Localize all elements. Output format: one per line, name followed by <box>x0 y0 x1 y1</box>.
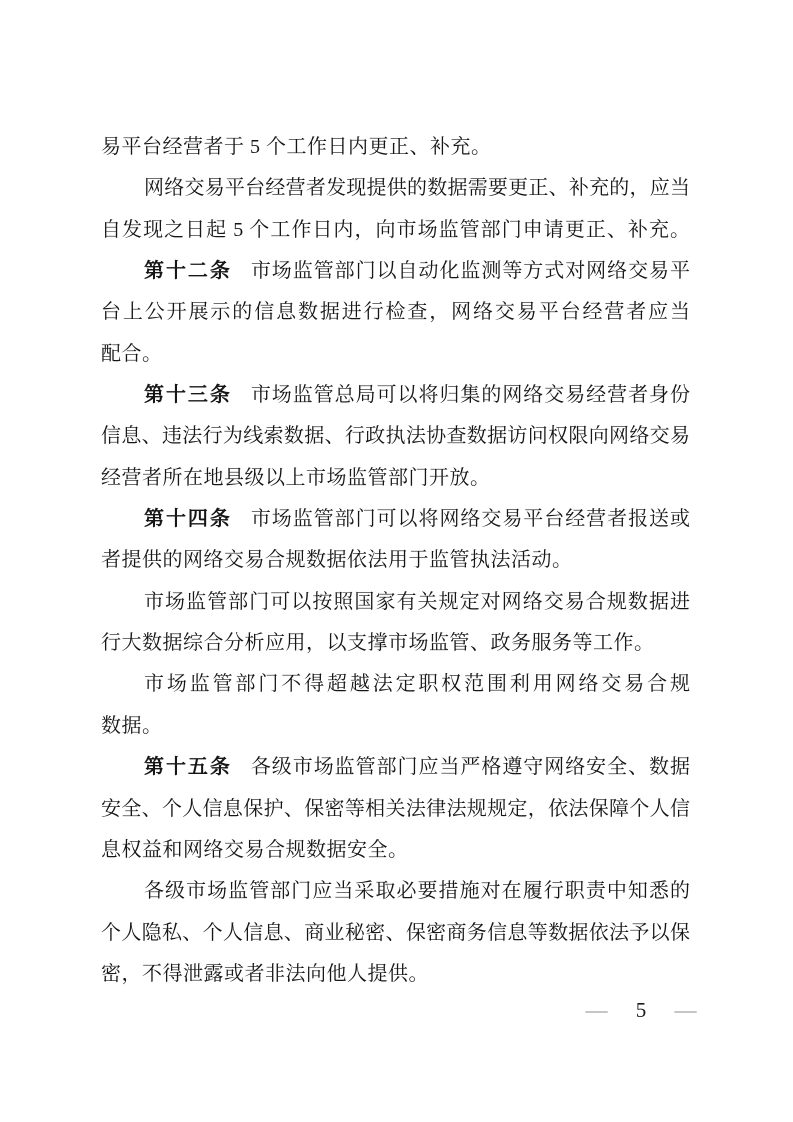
line-text: 市场监管部门以自动化监测等方式对网络交易平 <box>250 260 691 283</box>
article-number: 第十五条 <box>144 756 232 779</box>
line-text: 台上公开展示的信息数据进行检查，网络交易平台经营者应当 <box>101 301 690 324</box>
line-text: 市场监管部门不得超越法定职权范围利用网络交易合规 <box>144 673 690 696</box>
text-line <box>101 789 690 830</box>
text-line <box>101 292 690 333</box>
document-body <box>101 127 690 995</box>
line-text: 安全、个人信息保护、保密等相关法律法规规定，依法保障个人信 <box>101 797 690 820</box>
text-line <box>101 913 690 954</box>
article-number: 第十三条 <box>144 384 232 407</box>
text-line <box>101 334 690 375</box>
line-text: 息权益和网络交易合规数据安全。 <box>101 838 409 861</box>
line-text: 市场监管部门可以将网络交易平台经营者报送或 <box>250 508 691 531</box>
line-text: 网络交易平台经营者发现提供的数据需要更正、补充的，应当 <box>144 177 690 200</box>
line-text: 信息、违法行为线索数据、行政执法协查数据访问权限向网络交易 <box>101 425 690 448</box>
text-line <box>101 458 690 499</box>
text-line <box>101 830 690 871</box>
text-line <box>101 664 690 705</box>
line-text: 数据。 <box>101 714 163 737</box>
line-text: 密，不得泄露或者非法向他人提供。 <box>101 962 429 985</box>
text-line <box>101 706 690 747</box>
footer-dash-left: — <box>585 998 608 1022</box>
text-line <box>101 251 690 292</box>
text-line <box>101 375 690 416</box>
line-text: 个人隐私、个人信息、商业秘密、保密商务信息等数据依法予以保 <box>101 921 690 944</box>
text-line <box>101 954 690 995</box>
text-line <box>101 416 690 457</box>
line-text: 市场监管部门可以按照国家有关规定对网络交易合规数据进 <box>144 590 690 613</box>
article-number: 第十二条 <box>144 260 232 283</box>
text-line <box>101 127 690 168</box>
text-line <box>101 871 690 912</box>
line-text: 各级市场监管部门应当严格遵守网络安全、数据 <box>250 756 691 779</box>
page-number: 5 <box>635 998 647 1022</box>
line-text: 行大数据综合分析应用，以支撑市场监管、政务服务等工作。 <box>101 632 655 655</box>
line-text: 自发现之日起 5 个工作日内，向市场监管部门申请更正、补充。 <box>101 218 690 241</box>
text-line <box>101 210 690 251</box>
line-text: 经营者所在地县级以上市场监管部门开放。 <box>101 466 491 489</box>
text-line <box>101 623 690 664</box>
text-line <box>101 747 690 788</box>
text-line <box>101 582 690 623</box>
line-text: 各级市场监管部门应当采取必要措施对在履行职责中知悉的 <box>144 880 690 903</box>
text-line <box>101 168 690 209</box>
line-text: 配合。 <box>101 342 163 365</box>
footer-dash-right: — <box>674 998 697 1022</box>
page-footer <box>586 997 696 1023</box>
line-text: 市场监管总局可以将归集的网络交易经营者身份 <box>250 384 691 407</box>
text-line <box>101 540 690 581</box>
article-number: 第十四条 <box>144 508 232 531</box>
line-text: 易平台经营者于 5 个工作日内更正、补充。 <box>101 136 492 158</box>
text-line <box>101 499 690 540</box>
line-text: 者提供的网络交易合规数据依法用于监管执法活动。 <box>101 549 573 572</box>
